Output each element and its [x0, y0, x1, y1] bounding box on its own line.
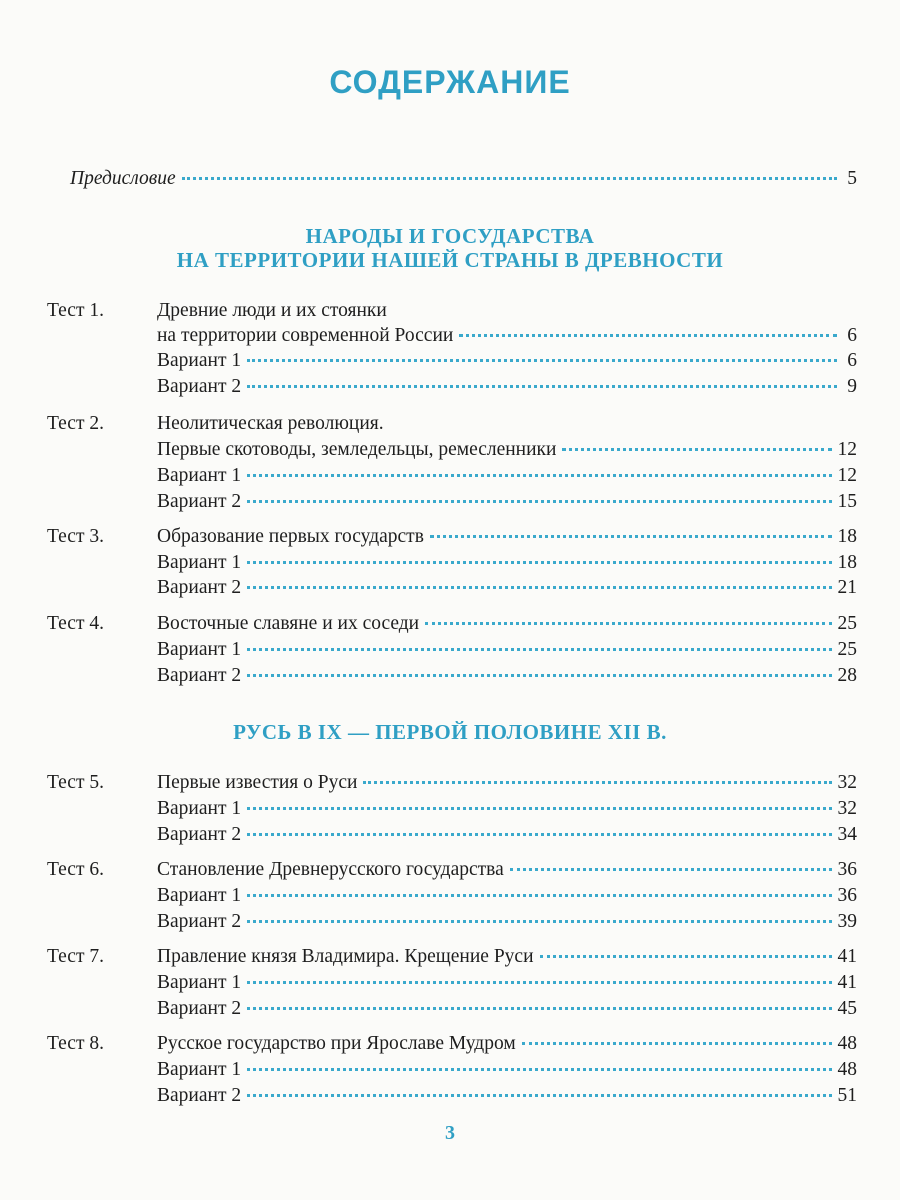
toc-entry-label: Вариант 2 [157, 911, 242, 932]
toc-entry-label: на территории современной России [157, 325, 454, 346]
dot-leader [247, 1094, 831, 1097]
dot-leader [247, 920, 831, 923]
dot-leader [247, 359, 837, 362]
toc-entry-label: Вариант 2 [157, 1085, 242, 1106]
dot-leader [363, 781, 831, 784]
test-2-topic-line-1: Неолитическая революция. [157, 413, 384, 434]
toc-entry-test-4-variant-2[interactable] [157, 663, 857, 689]
dot-leader [510, 868, 832, 871]
toc-page-number: 5 [847, 168, 857, 189]
toc-page-number: 36 [837, 859, 857, 880]
toc-entry-label: Вариант 2 [157, 491, 242, 512]
toc-entry-test-5[interactable] [157, 770, 857, 796]
toc-page-number: 41 [837, 946, 857, 967]
dot-leader [247, 807, 831, 810]
toc-entry-test-4[interactable] [157, 611, 857, 637]
toc-entry-label: Восточные славяне и их соседи [157, 613, 420, 634]
dot-leader [247, 674, 831, 677]
toc-entry-label: Вариант 2 [157, 376, 242, 397]
toc-entry-label: Вариант 1 [157, 465, 242, 486]
toc-page-number: 39 [837, 911, 857, 932]
section-heading-1-line-1: НАРОДЫ И ГОСУДАРСТВА [305, 224, 595, 248]
toc-entry-label: Первые известия о Руси [157, 772, 358, 793]
dot-leader [247, 833, 831, 836]
toc-page-number: 45 [837, 998, 857, 1019]
toc-entry-test-7-variant-2[interactable] [157, 996, 857, 1022]
toc-page-number: 48 [837, 1059, 857, 1080]
test-1-topic-line-1: Древние люди и их стоянки [157, 300, 387, 321]
dot-leader [247, 586, 831, 589]
toc-page-number: 18 [837, 552, 857, 573]
toc-entry-preface[interactable] [70, 166, 857, 192]
dot-leader [247, 648, 831, 651]
toc-page-number: 18 [837, 526, 857, 547]
toc-page-number: 25 [837, 639, 857, 660]
toc-page-number: 25 [837, 613, 857, 634]
toc-entry-label: Правление князя Владимира. Крещение Руси [157, 946, 534, 967]
toc-entry-label: Предисловие [70, 168, 176, 189]
toc-entry-test-1[interactable] [157, 323, 857, 349]
dot-leader [425, 622, 831, 625]
toc-entry-label: Вариант 1 [157, 552, 242, 573]
toc-page-number: 48 [837, 1033, 857, 1054]
toc-entry-test-8[interactable] [157, 1031, 857, 1057]
toc-entry-test-1-variant-2[interactable] [157, 374, 857, 400]
toc-entry-label: Вариант 1 [157, 972, 242, 993]
test-4-number: Тест 4. [47, 613, 104, 634]
dot-leader [247, 1007, 831, 1010]
toc-entry-test-3-variant-2[interactable] [157, 575, 857, 601]
toc-entry-label: Вариант 1 [157, 639, 242, 660]
test-3-number: Тест 3. [47, 526, 104, 547]
toc-entry-label: Вариант 1 [157, 1059, 242, 1080]
test-2-number: Тест 2. [47, 413, 104, 434]
dot-leader [247, 561, 831, 564]
toc-page-number: 6 [847, 325, 857, 346]
dot-leader [247, 1068, 831, 1071]
dot-leader [247, 474, 831, 477]
toc-entry-label: Вариант 1 [157, 350, 242, 371]
dot-leader [562, 448, 831, 451]
toc-page-number: 51 [837, 1085, 857, 1106]
toc-entry-label: Первые скотоводы, земледельцы, ремесленники [157, 439, 557, 460]
toc-page-number: 32 [837, 772, 857, 793]
toc-entry-label: Образование первых государств [157, 526, 424, 547]
test-7-number: Тест 7. [47, 946, 104, 967]
test-8-number: Тест 8. [47, 1033, 104, 1054]
toc-entry-test-8-variant-2[interactable] [157, 1083, 857, 1109]
test-5-number: Тест 5. [47, 772, 104, 793]
toc-entry-test-8-variant-1[interactable] [157, 1057, 857, 1083]
toc-page-number: 12 [837, 439, 857, 460]
toc-entry-label: Вариант 2 [157, 998, 242, 1019]
toc-entry-test-2-variant-1[interactable] [157, 463, 857, 489]
toc-entry-test-2-variant-2[interactable] [157, 489, 857, 515]
test-6-number: Тест 6. [47, 859, 104, 880]
dot-leader [182, 177, 837, 180]
toc-entry-label: Русское государство при Ярославе Мудром [157, 1033, 516, 1054]
toc-entry-label: Вариант 2 [157, 665, 242, 686]
toc-page-number: 32 [837, 798, 857, 819]
toc-entry-label: Вариант 2 [157, 577, 242, 598]
dot-leader [247, 500, 831, 503]
section-heading-1-line-2: НА ТЕРРИТОРИИ НАШЕЙ СТРАНЫ В ДРЕВНОСТИ [176, 248, 724, 272]
dot-leader [540, 955, 832, 958]
toc-entry-test-7[interactable] [157, 944, 857, 970]
page-number: 3 [445, 1122, 455, 1144]
dot-leader [247, 894, 831, 897]
toc-entry-label: Вариант 2 [157, 824, 242, 845]
toc-page-number: 6 [847, 350, 857, 371]
toc-entry-test-7-variant-1[interactable] [157, 970, 857, 996]
toc-entry-test-5-variant-2[interactable] [157, 822, 857, 848]
toc-page-number: 28 [837, 665, 857, 686]
toc-entry-test-2[interactable] [157, 437, 857, 463]
toc-page-number: 21 [837, 577, 857, 598]
toc-page-number: 36 [837, 885, 857, 906]
toc-entry-test-6[interactable] [157, 857, 857, 883]
test-1-number: Тест 1. [47, 300, 104, 321]
dot-leader [430, 535, 832, 538]
dot-leader [247, 981, 831, 984]
toc-entry-test-3[interactable] [157, 524, 857, 550]
toc-entry-label: Становление Древнерусского государства [157, 859, 504, 880]
toc-entry-test-6-variant-1[interactable] [157, 883, 857, 909]
toc-entry-test-5-variant-1[interactable] [157, 796, 857, 822]
toc-entry-label: Вариант 1 [157, 798, 242, 819]
toc-entry-label: Вариант 1 [157, 885, 242, 906]
toc-page-number: 15 [837, 491, 857, 512]
toc-entry-test-6-variant-2[interactable] [157, 909, 857, 935]
toc-page-number: 34 [837, 824, 857, 845]
toc-entry-test-4-variant-1[interactable] [157, 637, 857, 663]
page-title: СОДЕРЖАНИЕ [329, 64, 571, 100]
toc-entry-test-3-variant-1[interactable] [157, 550, 857, 576]
toc-page-number: 12 [837, 465, 857, 486]
dot-leader [522, 1042, 832, 1045]
toc-entry-test-1-variant-1[interactable] [157, 348, 857, 374]
dot-leader [459, 334, 837, 337]
toc-page-number: 9 [847, 376, 857, 397]
section-heading-2: РУСЬ В IX — ПЕРВОЙ ПОЛОВИНЕ XII В. [233, 720, 667, 744]
toc-page-number: 41 [837, 972, 857, 993]
dot-leader [247, 385, 837, 388]
